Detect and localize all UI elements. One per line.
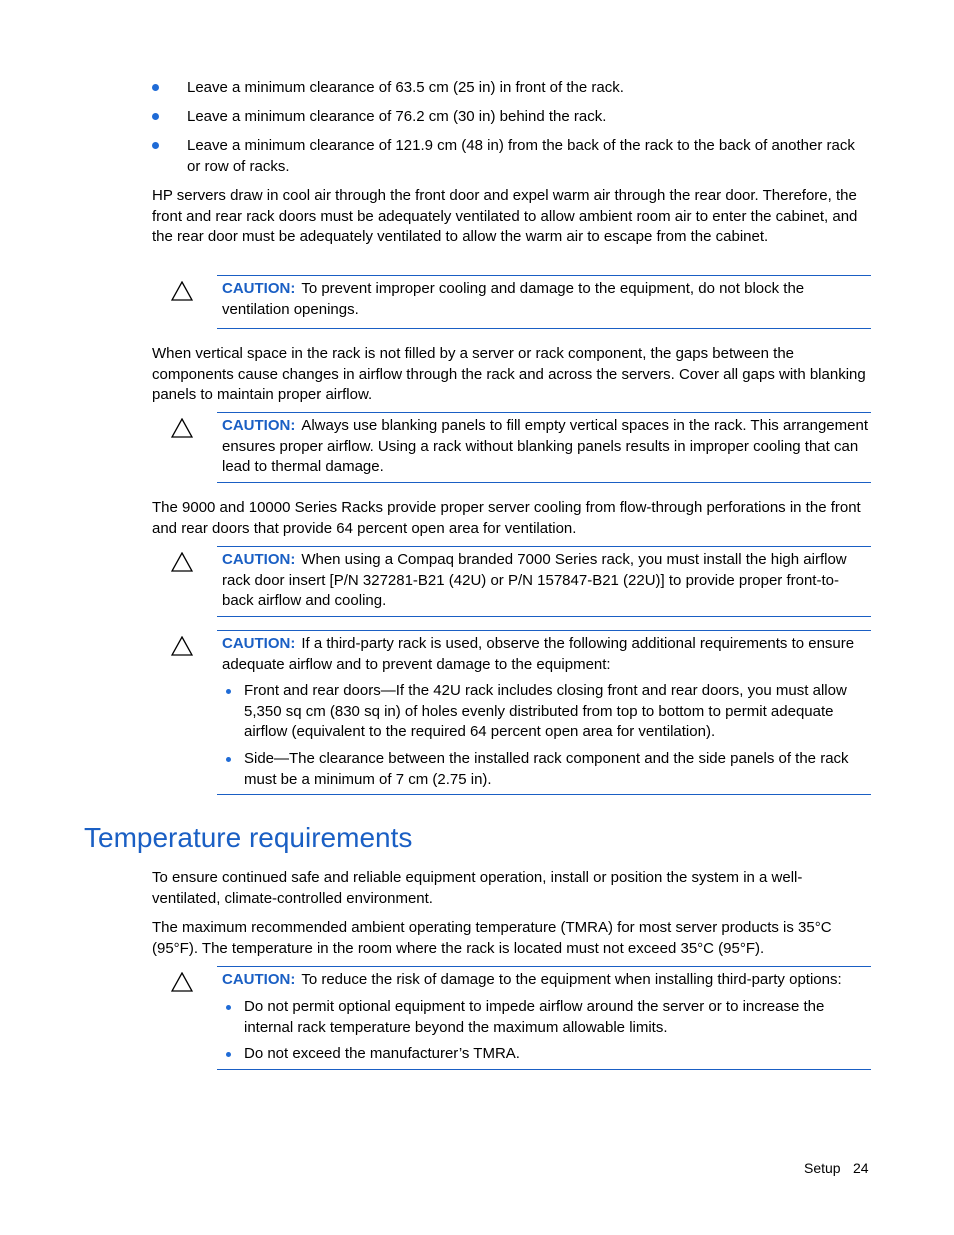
list-item: Leave a minimum clearance of 121.9 cm (48 in) from the back of the rack to the back of another rack or row of racks.	[187, 137, 855, 175]
caution-text: CAUTION: To prevent improper cooling and damage to the equipment, do not block the ventilation openings.	[222, 280, 805, 318]
bullet-dot	[152, 84, 159, 91]
bullet-dot	[226, 689, 231, 694]
bullet-dot	[226, 1052, 231, 1057]
caution-label: CAUTION:	[222, 280, 296, 297]
caution-text: CAUTION: To reduce the risk of damage to the equipment when installing third-party options:	[222, 971, 842, 988]
list-item: Side—The clearance between the installed rack component and the side panels of the rack must be a minimum of 7 cm (2.75 in).	[244, 750, 849, 788]
caution-icon	[171, 972, 193, 992]
paragraph-gaps: When vertical space in the rack is not filled by a server or rack component, the gaps between the components cause changes in airflow through the rack and across the servers. Cover all gaps with blanking panels to maintain proper airflow.	[152, 345, 866, 404]
page-number: 24	[853, 1160, 869, 1176]
caution-icon	[171, 636, 193, 656]
list-item: Do not permit optional equipment to impede airflow around the server or to increase the internal rack temperature beyond the maximum allowable limits.	[244, 998, 825, 1036]
list-item: Leave a minimum clearance of 76.2 cm (30 in) behind the rack.	[187, 108, 607, 125]
section-heading: Temperature requirements	[84, 822, 413, 853]
caution-icon	[171, 281, 193, 301]
list-item: Front and rear doors—If the 42U rack includes closing front and rear doors, you must allow 5,350 sq cm (830 sq in) of holes evenly distributed from top to bottom to permit adequate airflow (equivalent to the required 64 percent open area for ventilation).	[244, 682, 847, 741]
paragraph-airflow: HP servers draw in cool air through the front door and expel warm air through the rear door. Therefore, the front and rear rack doors must be adequately ventilated to allow ambient room air to enter the cabinet, and the rear door must be adequately ventilated to allow the warm air to escape from the cabinet.	[152, 187, 858, 246]
caution-icon	[171, 418, 193, 438]
caution-text: CAUTION: Always use blanking panels to fill empty vertical spaces in the rack. This arrangement ensures proper airflow. Using a rack without blanking panels results in improper cooling that can lead to thermal damage.	[222, 417, 868, 476]
caution-label: CAUTION:	[222, 971, 296, 988]
bullet-dot	[226, 1005, 231, 1010]
paragraph-temp-2: The maximum recommended ambient operating temperature (TMRA) for most server products is 35°C (95°F). The temperature in the room where the rack is located must not exceed 35°C (95°F).	[152, 919, 832, 957]
bullet-dot	[226, 757, 231, 762]
caution-label: CAUTION:	[222, 635, 296, 652]
bullet-dot	[152, 142, 159, 149]
footer-section: Setup	[804, 1160, 841, 1176]
caution-label: CAUTION:	[222, 417, 296, 434]
bullet-dot	[152, 113, 159, 120]
caution-icon	[171, 552, 193, 572]
list-item: Leave a minimum clearance of 63.5 cm (25 in) in front of the rack.	[187, 79, 624, 96]
caution-text: CAUTION: When using a Compaq branded 7000 Series rack, you must install the high airflow rack door insert [P/N 327281-B21 (42U) or P/N 157847-B21 (22U)] to provide proper front-to-back airflow and cooling.	[222, 551, 847, 610]
paragraph-series: The 9000 and 10000 Series Racks provide proper server cooling from flow-through perforations in the front and rear doors that provide 64 percent open area for ventilation.	[152, 499, 861, 537]
list-item: Do not exceed the manufacturer’s TMRA.	[244, 1045, 520, 1062]
paragraph-temp-1: To ensure continued safe and reliable equipment operation, install or position the system in a well-ventilated, climate-controlled environment.	[152, 869, 803, 907]
caution-label: CAUTION:	[222, 551, 296, 568]
caution-text: CAUTION: If a third-party rack is used, observe the following additional requirements to ensure adequate airflow and to prevent damage to the equipment:	[222, 635, 855, 673]
